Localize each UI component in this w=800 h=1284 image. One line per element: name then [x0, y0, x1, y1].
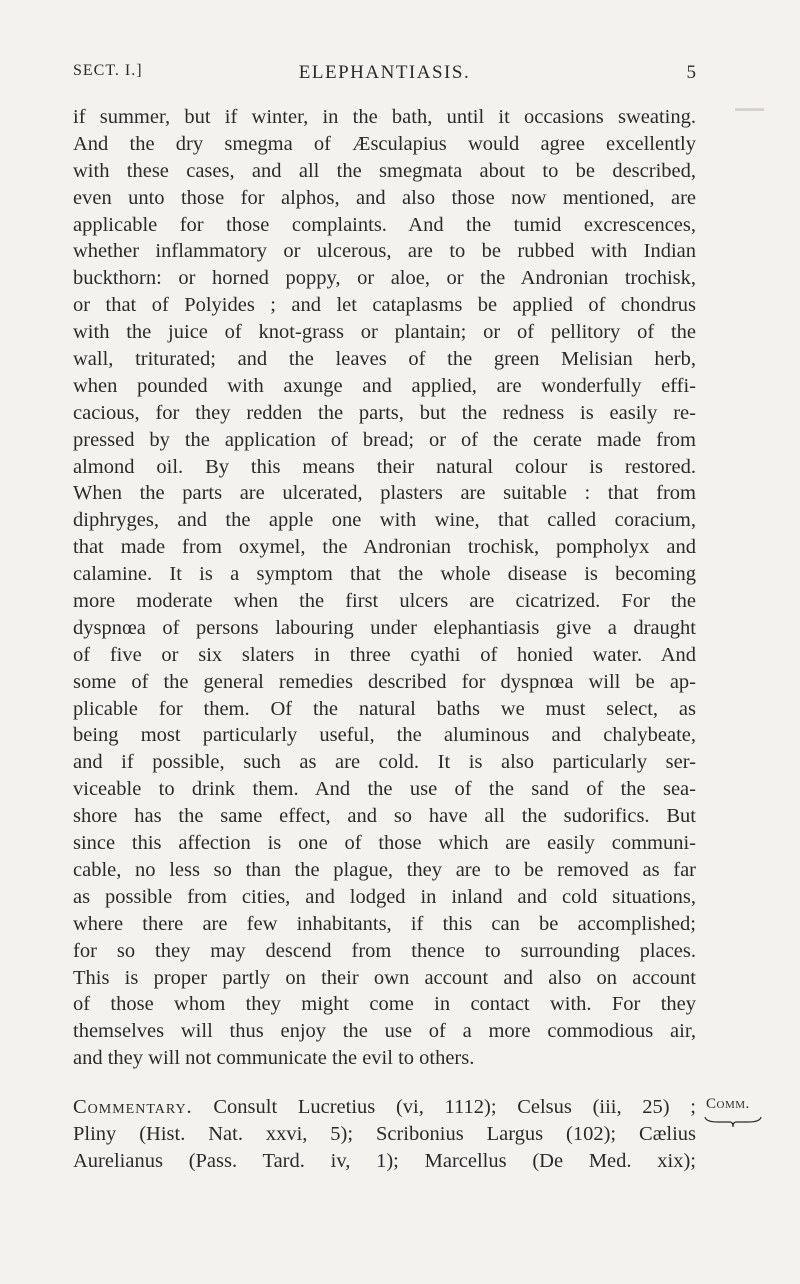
section-label: SECT. I.] [73, 62, 143, 79]
text-line: of those whom they might come in contact with. For they [73, 993, 696, 1016]
text-line: or that of Polyides ; and let cataplasms be applied of chondrus [73, 294, 696, 317]
margin-brace-icon [704, 1116, 762, 1128]
text-line: that made from oxymel, the Andronian trochisk, pompholyx and [73, 536, 696, 559]
text-line: calamine. It is a symptom that the whole disease is becoming [73, 563, 696, 586]
page-number: 5 [686, 62, 696, 83]
text-line: when pounded with axunge and applied, are wonderfully effi- [73, 374, 696, 397]
text-line: more moderate when the first ulcers are cicatrized. For the [73, 590, 696, 613]
text-line: with the juice of knot-grass or plantain; or of pellitory of the [73, 321, 696, 344]
commentary-line-1-text: Consult Lucretius (vi, 1112); Celsus (iii, 25) ; [192, 1096, 696, 1118]
text-line: applicable for those complaints. And the tumid excrescences, [73, 213, 696, 236]
commentary [73, 1094, 696, 1175]
running-header [73, 62, 696, 86]
commentary-label: Commentary. [73, 1096, 193, 1118]
commentary-line-1 [73, 1094, 696, 1121]
text-line: wall, triturated; and the leaves of the green Melisian herb, [73, 348, 696, 371]
text-line: themselves will thus enjoy the use of a more commodious air, [73, 1020, 696, 1043]
text-line: and they will not communicate the evil to others. [73, 1047, 475, 1070]
text-line: if summer, but if winter, in the bath, until it occasions sweating. [73, 106, 696, 128]
commentary-line-2: Pliny (Hist. Nat. xxvi, 5); Scribonius Largus (102); Cælius [73, 1122, 696, 1145]
text-line: for so they may descend from thence to surrounding places. [73, 939, 696, 962]
body-text [73, 104, 696, 1072]
text-line: cable, no less so than the plague, they are to be removed as far [73, 858, 696, 881]
text-line: dyspnœa of persons labouring under elephantiasis give a draught [73, 616, 696, 639]
text-line: buckthorn: or horned poppy, or aloe, or the Andronian trochisk, [73, 267, 696, 290]
text-line: as possible from cities, and lodged in inland and cold situations, [73, 885, 696, 908]
text-line: of five or six slaters in three cyathi of honied water. And [73, 643, 696, 666]
text-line: cacious, for they redden the parts, but the redness is easily re- [73, 401, 696, 424]
text-line: When the parts are ulcerated, plasters are suitable : that from [73, 482, 696, 505]
text-line: where there are few inhabitants, if this can be accomplished; [73, 912, 696, 935]
text-line: some of the general remedies described for dyspnœa will be ap- [73, 670, 696, 693]
text-line: This is proper partly on their own account and also on account [73, 966, 696, 989]
margin-note: Comm. [706, 1096, 750, 1112]
text-line: pressed by the application of bread; or of the cerate made from [73, 428, 696, 451]
text-line: almond oil. By this means their natural colour is restored. [73, 455, 696, 478]
text-line: And the dry smegma of Æsculapius would agree excellently [73, 132, 696, 155]
text-line: with these cases, and all the smegmata about to be described, [73, 159, 696, 182]
text-line: even unto those for alphos, and also those now mentioned, are [73, 186, 696, 209]
commentary-line-3: Aurelianus (Pass. Tard. iv, 1); Marcellus (De Med. xix); [73, 1149, 696, 1172]
text-line: whether inflammatory or ulcerous, are to be rubbed with Indian [73, 240, 696, 263]
text-line: shore has the same effect, and so have all the sudorifics. But [73, 805, 696, 828]
text-line: plicable for them. Of the natural baths we must select, as [73, 697, 696, 720]
bleed-through-marks: ━━━ [735, 100, 764, 119]
text-line: diphryges, and the apple one with wine, that called coracium, [73, 509, 696, 532]
text-line: since this affection is one of those which are easily communi- [73, 832, 696, 855]
running-title: ELEPHANTIASIS. [298, 62, 471, 83]
text-line: viceable to drink them. And the use of the sand of the sea- [73, 778, 696, 801]
text-line: and if possible, such as are cold. It is also particularly ser- [73, 751, 696, 774]
text-line: being most particularly useful, the aluminous and chalybeate, [73, 724, 696, 747]
